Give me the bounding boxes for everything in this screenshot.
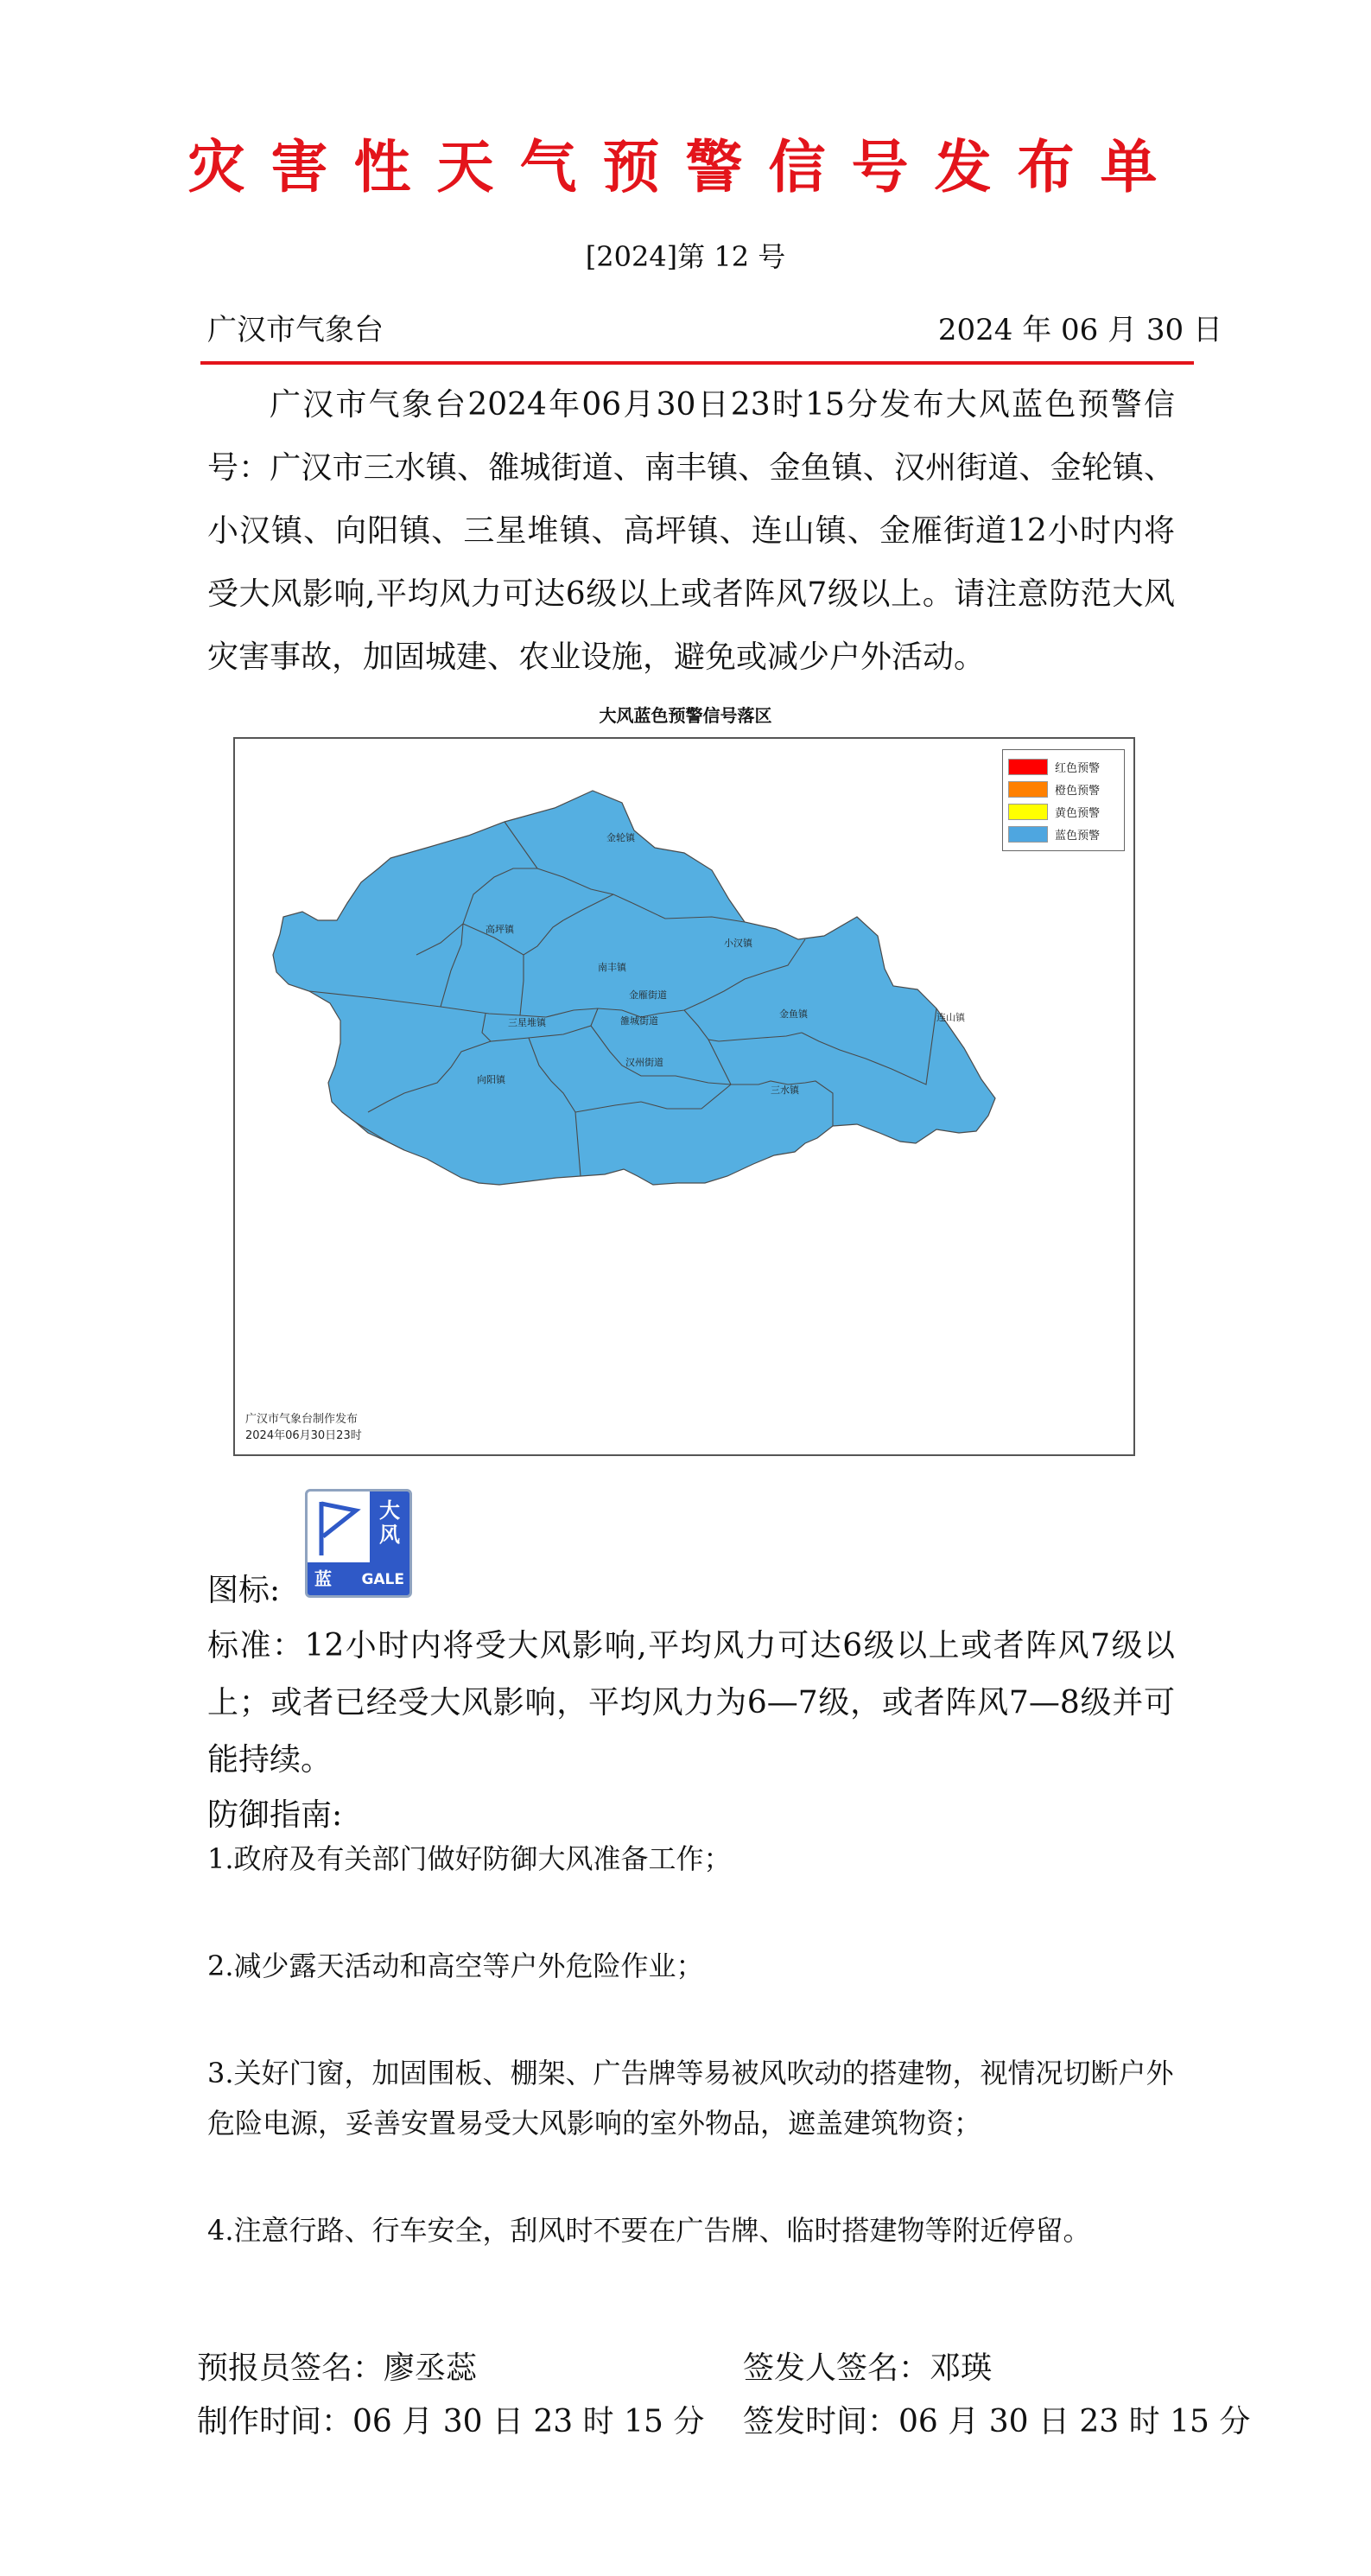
document-number: [2024]第 12 号	[585, 240, 786, 273]
icon-label: 图标:	[207, 1573, 281, 1608]
flag-panel	[308, 1492, 370, 1562]
header-divider	[200, 361, 1194, 365]
issue-date: 2024 年 06 月 30 日	[937, 313, 1222, 347]
issuer-name: 广汉市气象台	[207, 313, 384, 347]
label-sanshui: 三水镇	[771, 1084, 799, 1096]
warning-body-text: 广汉市气象台2024年06月30日23时15分发布大风蓝色预警信号：广汉市三水镇、雒城街道、南丰镇、金鱼镇、汉州街道、金轮镇、小汉镇、向阳镇、三星堆镇、高坪镇、连山镇、金雁街道12小时内将受大风影响,平均风力可达6级以上或者阵风7级以上。请注意防范大风灾害事故，加固城建、农业设施，避免或减少户外活动。	[207, 387, 1175, 675]
forecaster-signature: 预报员签名：廖丞蕊	[197, 2350, 478, 2386]
legend-item-yellow: 黄色预警	[1008, 800, 1119, 823]
made-time: 制作时间：06 月 30 日 23 时 15 分	[197, 2404, 705, 2439]
warning-standard: 标准：12小时内将受大风影响,平均风力可达6级以上或者阵风7级以上；或者已经受大风影响，平均风力为6—7级，或者阵风7—8级并可能持续。	[207, 1628, 1175, 1778]
label-xiaohan: 小汉镇	[724, 938, 752, 949]
map-title: 大风蓝色预警信号落区	[599, 705, 772, 726]
label-jinlun: 金轮镇	[606, 832, 635, 843]
guide-item: 1.政府及有关部门做好防御大风准备工作；	[207, 1842, 732, 1875]
label-lianshan: 连山镇	[936, 1012, 965, 1023]
label-xiangyang: 向阳镇	[477, 1074, 505, 1085]
label-nanfeng: 南丰镇	[598, 962, 626, 973]
icon-english-text: GALE	[361, 1571, 404, 1588]
district-map	[235, 739, 1133, 1454]
legend-swatch	[1008, 804, 1048, 820]
legend-swatch	[1008, 826, 1048, 843]
label-jinyan: 金雁街道	[629, 989, 667, 1001]
guide-item: 4.注意行路、行车安全，刮风时不要在广告牌、临时搭建物等附近停留。	[207, 2214, 1091, 2247]
document-title: 灾害性天气预警信号发布单	[187, 133, 1184, 200]
map-credit: 广汉市气象台制作发布 2024年06月30日23时	[245, 1413, 362, 1442]
flag-icon	[308, 1492, 370, 1562]
gale-warning-icon	[305, 1489, 412, 1598]
icon-name-text: 大风	[379, 1498, 400, 1547]
guide-item: 2.减少露天活动和高空等户外危险作业；	[207, 1949, 704, 1982]
label-hanzhou: 汉州街道	[625, 1057, 663, 1068]
region-shape	[273, 791, 995, 1185]
label-jinyu: 金鱼镇	[779, 1008, 808, 1020]
legend-item-red: 红色预警	[1008, 755, 1119, 778]
issuer-signature: 签发人签名：邓瑛	[743, 2350, 993, 2386]
label-sanxingdui: 三星堆镇	[508, 1017, 546, 1028]
map-legend	[1002, 749, 1125, 851]
guide-title: 防御指南:	[207, 1797, 343, 1833]
issue-time: 签发时间：06 月 30 日 23 时 15 分	[743, 2404, 1251, 2439]
label-gaoping: 高坪镇	[486, 924, 514, 935]
legend-item-orange: 橙色预警	[1008, 778, 1119, 800]
legend-swatch	[1008, 759, 1048, 775]
label-luocheng: 雒城街道	[620, 1015, 658, 1027]
icon-level-text: 蓝	[314, 1568, 332, 1589]
warning-map	[233, 737, 1135, 1456]
legend-item-blue: 蓝色预警	[1008, 823, 1119, 845]
guide-item: 3.关好门窗，加固围板、棚架、广告牌等易被风吹动的搭建物，视情况切断户外危险电源，妥善安置易受大风影响的室外物品，遮盖建筑物资；	[207, 2057, 1174, 2140]
legend-swatch	[1008, 781, 1048, 798]
